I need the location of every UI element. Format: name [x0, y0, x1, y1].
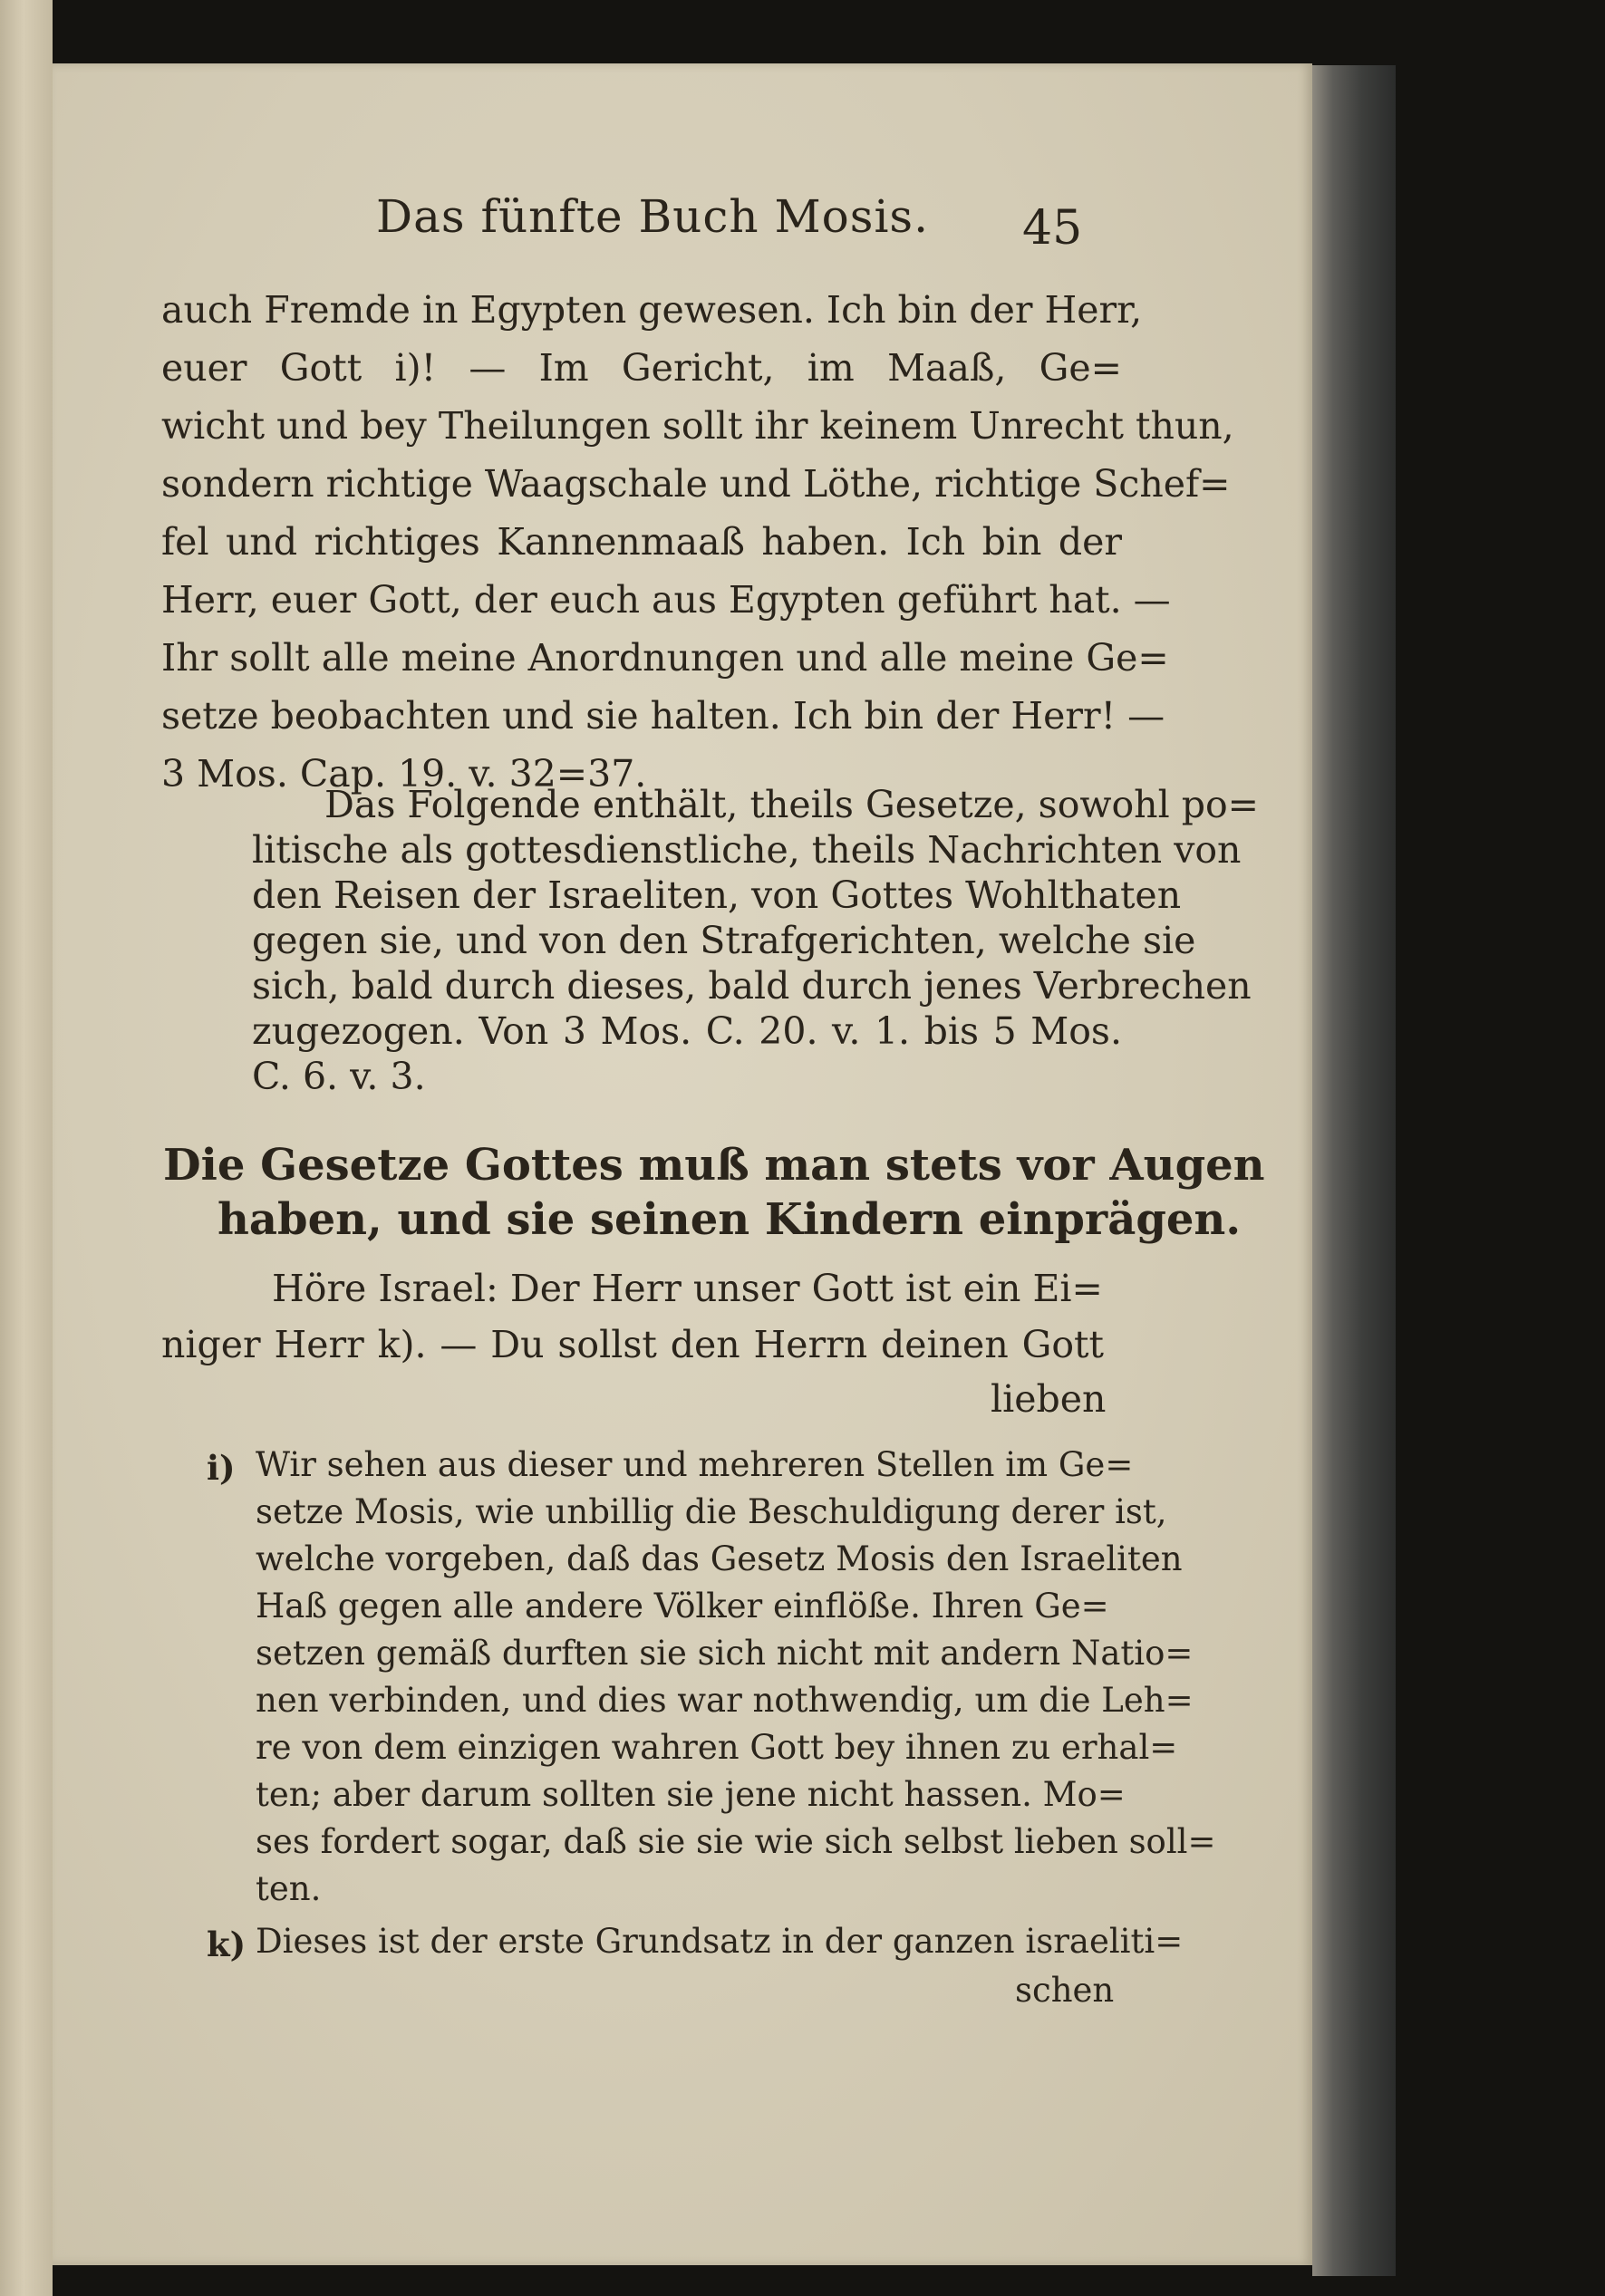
- footnote-line: re von dem einzigen wahren Gott bey ihnen zu erhal=: [256, 1728, 1178, 1767]
- text-line: auch Fremde in Egypten gewesen. Ich bin der Herr,: [161, 288, 1143, 332]
- text-line: sondern richtige Waagschale und Löthe, richtige Schef=: [161, 462, 1231, 506]
- catchword: lieben: [991, 1377, 1107, 1421]
- footnote-mark: i): [207, 1448, 236, 1488]
- text-line: Das Folgende enthält, theils Gesetze, sowohl po=: [324, 783, 1260, 826]
- text-line: niger Herr k). — Du sollst den Herrn deinen Gott: [161, 1323, 1104, 1366]
- footnote-line: ten; aber darum sollten sie jene nicht hassen. Mo=: [256, 1775, 1126, 1814]
- section-heading: haben, und sie seinen Kindern einprägen.: [218, 1194, 1242, 1245]
- text-line: Höre Israel: Der Herr unser Gott ist ein Ei=: [272, 1267, 1103, 1310]
- running-header: Das fünfte Buch Mosis.: [376, 190, 929, 243]
- text-line: fel und richtiges Kannenmaaß haben. Ich bin der: [161, 520, 1122, 564]
- text-line: 3 Mos. Cap. 19. v. 32=37.: [161, 752, 647, 796]
- footnote-line: welche vorgeben, daß das Gesetz Mosis den Israeliten: [256, 1539, 1183, 1578]
- text-line: setze beobachten und sie halten. Ich bin der Herr! —: [161, 694, 1165, 738]
- footnote-line: ses fordert sogar, daß sie sie wie sich selbst lieben soll=: [256, 1822, 1216, 1861]
- footnote-line: Haß gegen alle andere Völker einflöße. Ihren Ge=: [256, 1587, 1109, 1626]
- text-line: zugezogen. Von 3 Mos. C. 20. v. 1. bis 5 Mos.: [252, 1009, 1122, 1053]
- footnote-mark: k): [207, 1925, 247, 1964]
- text-line: C. 6. v. 3.: [252, 1055, 426, 1098]
- text-line: euer Gott i)! — Im Gericht, im Maaß, Ge=: [161, 346, 1122, 390]
- text-line: Ihr sollt alle meine Anordnungen und alle meine Ge=: [161, 636, 1169, 680]
- text-line: wicht und bey Theilungen sollt ihr keinem Unrecht thun,: [161, 404, 1234, 448]
- text-line: gegen sie, und von den Strafgerichten, welche sie: [252, 919, 1196, 962]
- text-line: litische als gottesdienstliche, theils Nachrichten von: [252, 828, 1242, 872]
- page-number: 45: [1022, 201, 1083, 256]
- footnote-line: Wir sehen aus dieser und mehreren Stellen im Ge=: [256, 1445, 1134, 1484]
- section-heading: Die Gesetze Gottes muß man stets vor Augen: [163, 1140, 1265, 1191]
- text-line: den Reisen der Israeliten, von Gottes Wohlthaten: [252, 873, 1182, 917]
- catchword: schen: [1015, 1971, 1115, 2010]
- footnote-line: Dieses ist der erste Grundsatz in der ganzen israeliti=: [256, 1922, 1184, 1961]
- footnote-line: setze Mosis, wie unbillig die Beschuldigung derer ist,: [256, 1492, 1167, 1531]
- footnote-line: setzen gemäß durften sie sich nicht mit andern Natio=: [256, 1634, 1194, 1673]
- footnote-line: ten.: [256, 1869, 322, 1908]
- footnote-line: nen verbinden, und dies war nothwendig, um die Leh=: [256, 1681, 1194, 1720]
- text-line: Herr, euer Gott, der euch aus Egypten geführt hat. —: [161, 578, 1171, 622]
- page-edge-shadow: [1312, 65, 1396, 2276]
- text-line: sich, bald durch dieses, bald durch jenes Verbrechen: [252, 964, 1252, 1008]
- left-page-margin: [0, 0, 53, 2296]
